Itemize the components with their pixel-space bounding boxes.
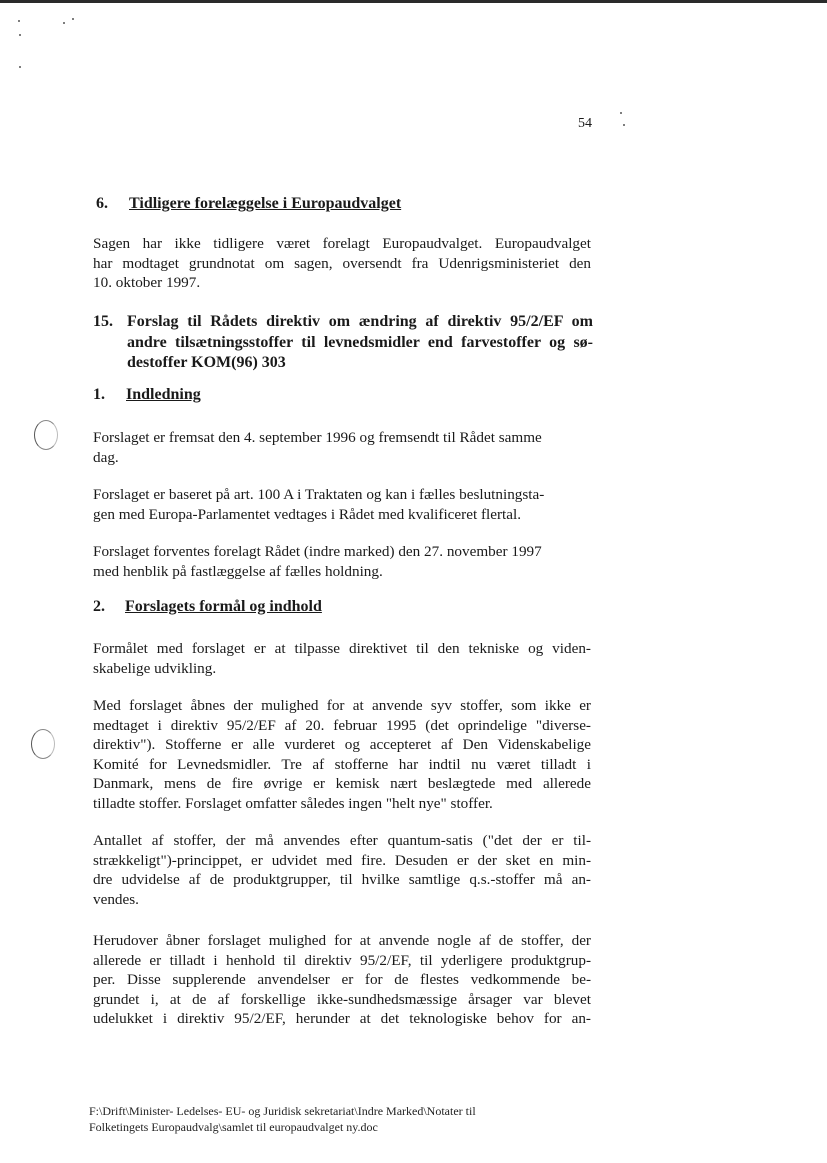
section-2-paragraph-1 [93,639,591,678]
scan-speck [19,34,21,36]
text-line: vendes. [93,890,139,908]
section-2-paragraph-4 [93,931,591,1029]
section-title: Indledning [126,386,201,403]
text-line: tilladte stoffer. Forslaget omfatter således ingen "helt nye" stoffer. [93,794,493,812]
text-line: udelukket i direktiv 95/2/EF, herunder at det teknologiske behov for an- [93,1010,591,1027]
text-line: med henblik på fastlæggelse af fælles holdning. [93,562,383,580]
text-line: gen med Europa-Parlamentet vedtages i Rådet med kvalificeret flertal. [93,505,522,523]
text-line: skabelige udvikling. [93,659,217,677]
title-line: Forslag til Rådets direktiv om ændring af direktiv 95/2/EF om [127,313,593,330]
agenda-item-title [127,312,593,374]
text-line: medtaget i direktiv 95/2/EF af 20. februar 1995 (det oprindelige "diverse- [93,716,591,734]
text-line: direktiv"). Stofferne er alle vurderet og accepteret af Den Videnskabelige [93,736,591,753]
section-1-paragraph-3 [93,542,591,581]
footer-line: Folketingets Europaudvalg\samlet til europaudvalget ny.doc [89,1120,378,1134]
text-line: Danmark, mens de fire øvrige er kemisk nært beslægtede med allerede [93,775,591,792]
scan-top-edge [0,0,827,3]
text-line: dag. [93,448,119,466]
text-line: grundet i, at de af forskellige ikke-sundhedsmæssige årsager var blevet [93,990,591,1008]
text-line: Forslaget er baseret på art. 100 A i Traktaten og kan i fælles beslutningsta- [93,486,545,503]
text-line: Forslaget forventes forelagt Rådet (indre marked) den 27. november 1997 [93,543,542,560]
footer-file-path [89,1103,476,1135]
punch-hole-mark [34,420,58,450]
text-line: Sagen har ikke tidligere været forelagt Europaudvalget. Europaudvalget [93,235,591,252]
text-line: Komité for Levnedsmidler. Tre af stofferne har indtil nu været tilladt i [93,755,591,773]
text-line: dre udvidelse af de produktgrupper, til hvilke samtlige q.s.-stoffer må an- [93,871,591,888]
section-number: 1. [93,386,105,403]
page-number: 54 [578,116,592,131]
text-line: strækkeligt")-princippet, er udvidet med fire. Desuden er der sket en min- [93,851,591,869]
text-line: Herudover åbner forslaget mulighed for at anvende nogle af de stoffer, der [93,932,591,949]
text-line: 10. oktober 1997. [93,274,201,291]
text-line: Forslaget er fremsat den 4. september 1996 og fremsendt til Rådet samme [93,429,542,446]
scan-speck [18,20,20,22]
section-1-paragraph-1 [93,428,591,467]
text-line: Med forslaget åbnes der mulighed for at anvende syv stoffer, som ikke er [93,697,591,714]
scan-speck [623,124,625,126]
agenda-item-number: 15. [93,313,113,330]
section-6-paragraph [93,234,591,293]
section-number: 2. [93,598,105,615]
section-2-paragraph-3 [93,831,591,909]
section-1-paragraph-2 [93,485,591,524]
section-title: Forslagets formål og indhold [125,598,322,615]
section-2-paragraph-2 [93,696,591,813]
scan-speck [72,18,74,20]
text-line: Antallet af stoffer, der må anvendes efter quantum-satis ("det der er til- [93,832,591,849]
title-line: andre tilsætningsstoffer til levnedsmidler end farvestoffer og sø- [127,333,593,351]
text-line: Formålet med forslaget er at tilpasse direktivet til den tekniske og viden- [93,640,591,657]
text-line: per. Disse supplerende anvendelser er for de flestes vedkommende be- [93,971,591,988]
text-line: har modtaget grundnotat om sagen, oversendt fra Udenrigsministeriet den [93,254,591,272]
scan-speck [620,112,622,114]
section-number: 6. [96,195,108,212]
footer-line: F:\Drift\Minister- Ledelses- EU- og Juridisk sekretariat\Indre Marked\Notater til [89,1104,476,1118]
scan-speck [63,22,65,24]
scan-speck [19,66,21,68]
section-title: Tidligere forelæggelse i Europaudvalget [129,195,402,212]
title-line: destoffer KOM(96) 303 [127,354,286,371]
text-line: allerede er tilladt i henhold til direktiv 95/2/EF, til yderligere produktgrup- [93,951,591,969]
punch-hole-mark [31,729,55,759]
